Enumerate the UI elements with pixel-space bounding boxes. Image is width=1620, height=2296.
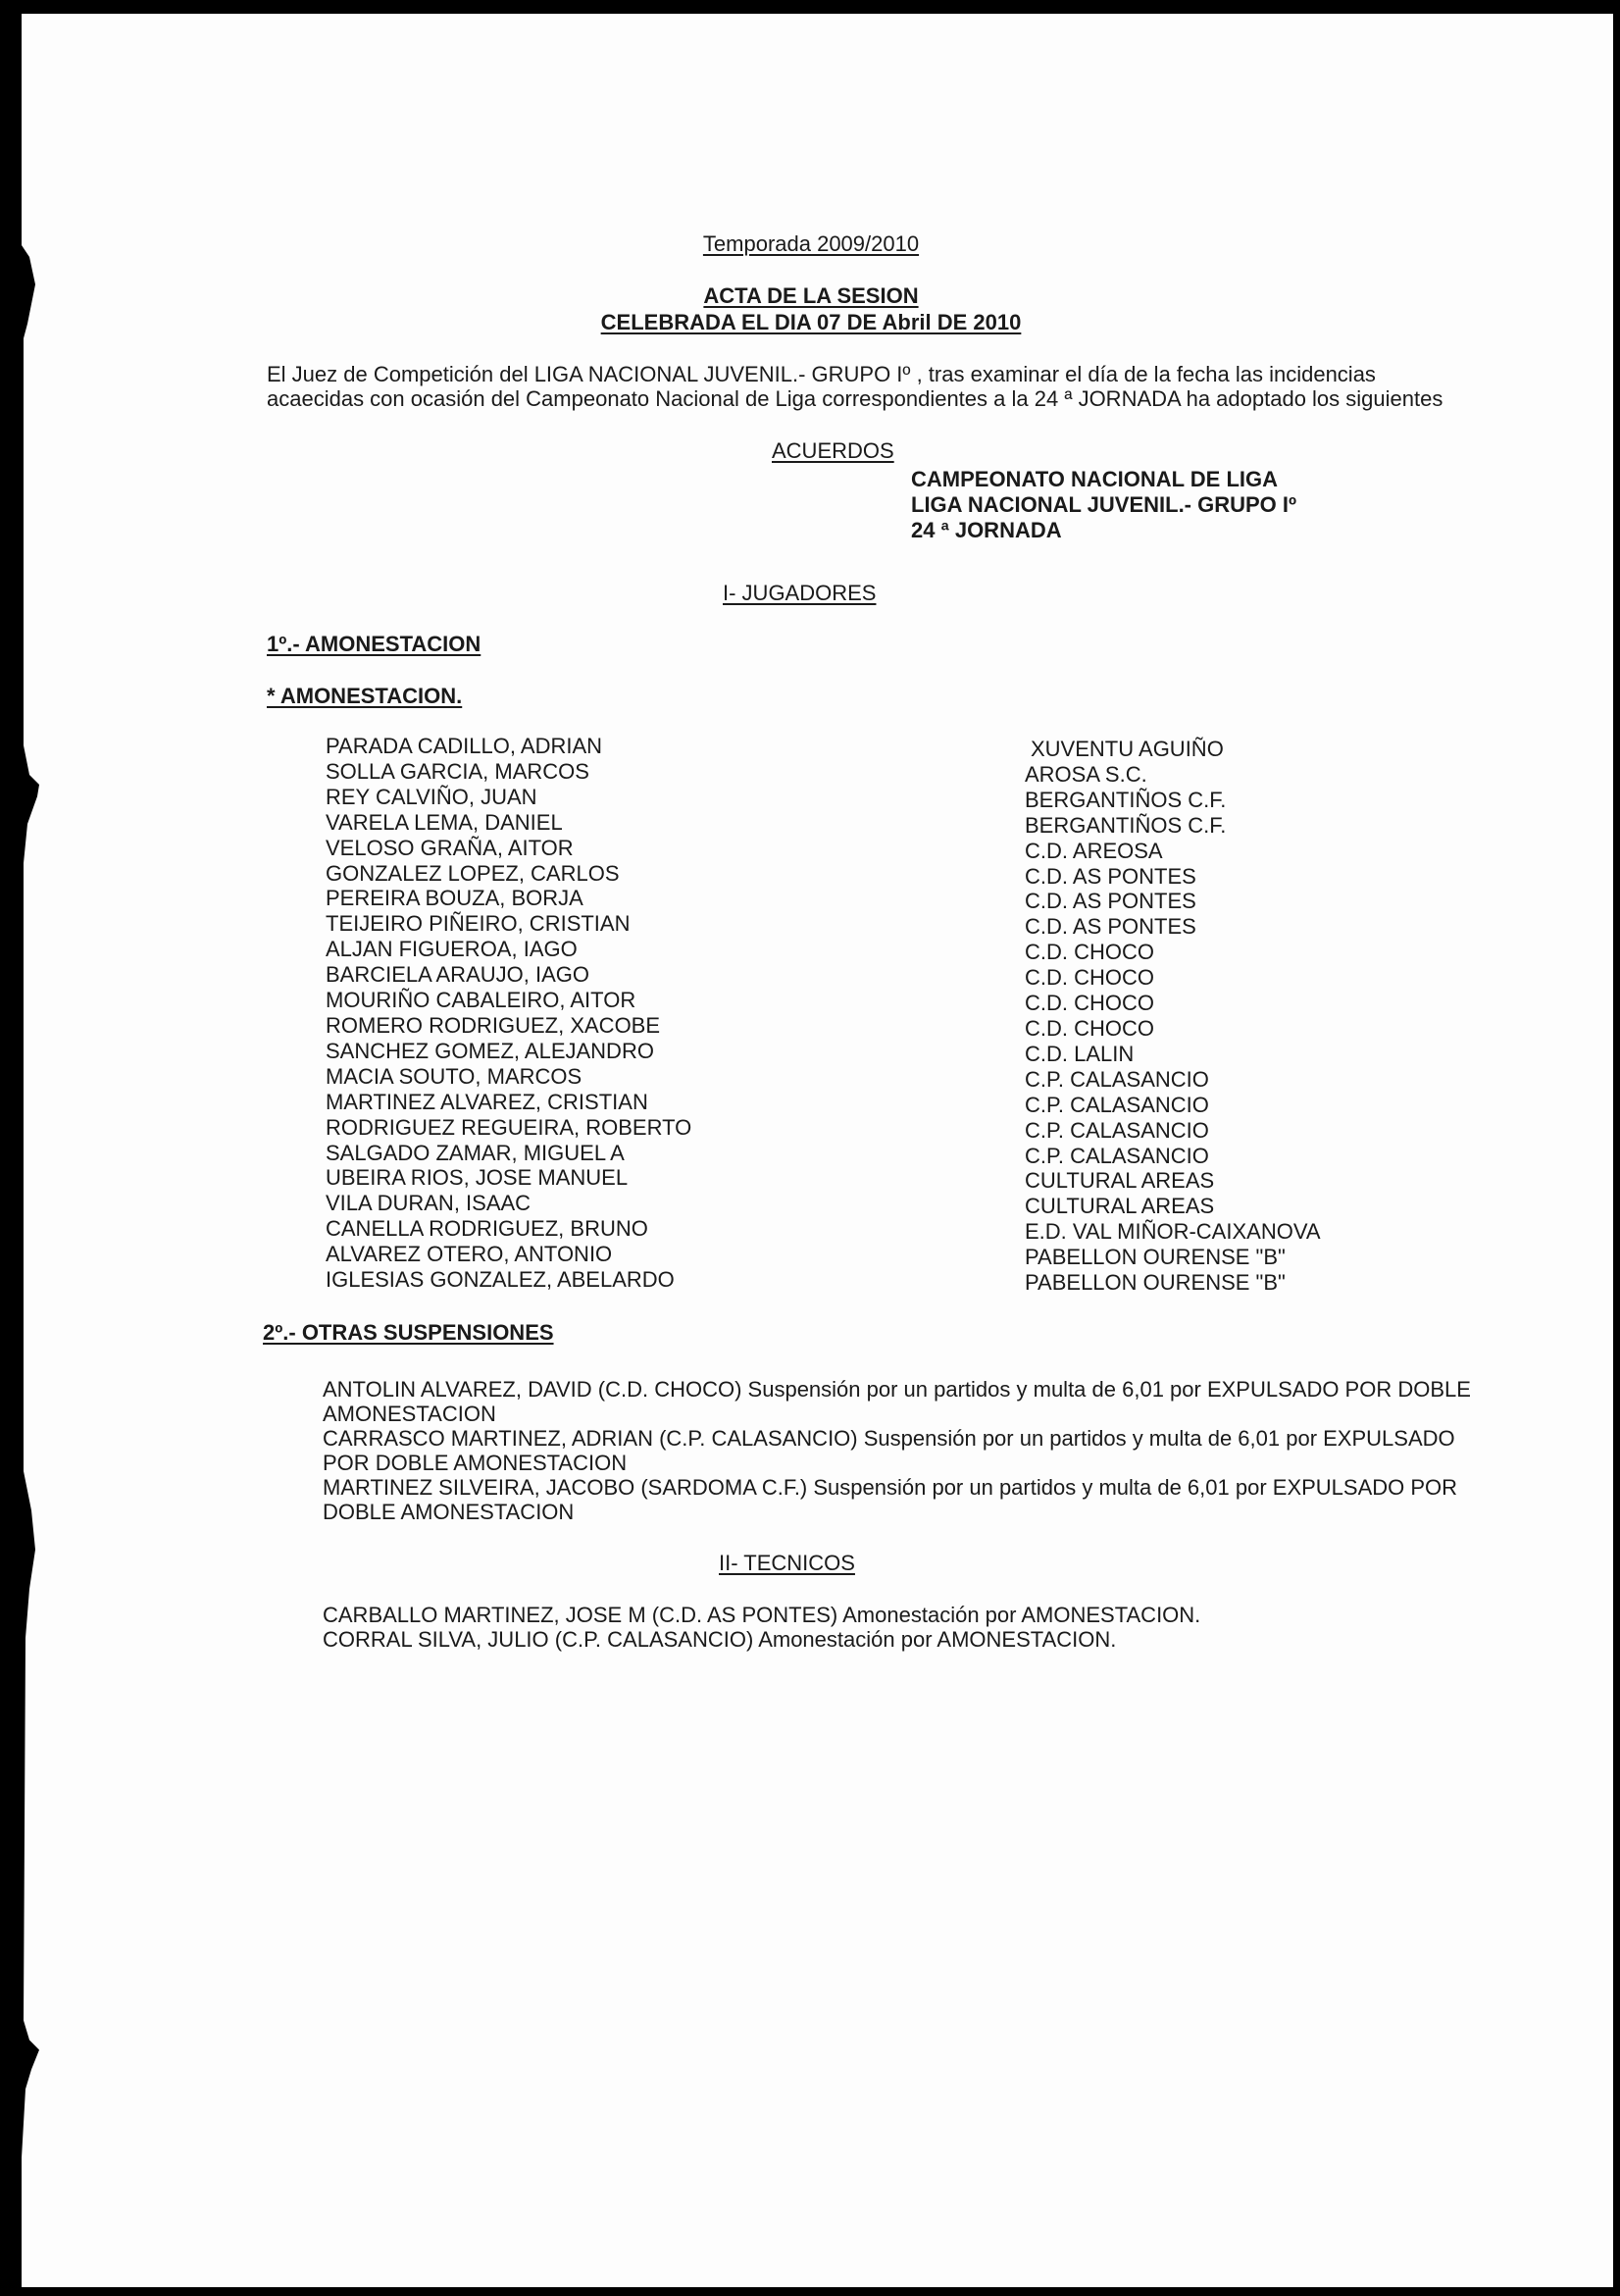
list-item: SANCHEZ GOMEZ, ALEJANDRO — [326, 1038, 654, 1063]
list-item: ALJAN FIGUEROA, IAGO — [326, 937, 578, 962]
list-item: PEREIRA BOUZA, BORJA — [326, 886, 583, 911]
torn-page-edge — [0, 0, 39, 2296]
league-group: LIGA NACIONAL JUVENIL.- GRUPO Iº — [911, 492, 1297, 517]
list-item: CULTURAL AREAS — [1025, 1194, 1215, 1219]
suspension-entry — [323, 1377, 1471, 1426]
list-item: C.D. CHOCO — [1025, 991, 1154, 1016]
tecnicos-list — [323, 1603, 1200, 1652]
suspension-entry — [323, 1426, 1455, 1475]
list-item: PABELLON OURENSE "B" — [1025, 1245, 1286, 1270]
club-list — [1025, 737, 1321, 1296]
list-item: C.D. CHOCO — [1025, 1015, 1154, 1041]
list-item: C.D. CHOCO — [1025, 965, 1154, 991]
section-jugadores-heading: I- JUGADORES — [723, 581, 877, 605]
list-item: C.P. CALASANCIO — [1025, 1092, 1209, 1117]
season-heading: Temporada 2009/2010 — [702, 231, 920, 256]
suspension-entry — [323, 1475, 1457, 1524]
list-item: PABELLON OURENSE "B" — [1025, 1270, 1286, 1296]
player-list — [326, 734, 691, 1293]
list-item: GONZALEZ LOPEZ, CARLOS — [326, 860, 620, 886]
list-item: C.P. CALASANCIO — [1025, 1143, 1209, 1168]
list-item: IGLESIAS GONZALEZ, ABELARDO — [326, 1267, 675, 1293]
list-item: BERGANTIÑOS C.F. — [1025, 787, 1227, 812]
list-item: C.D. AS PONTES — [1025, 914, 1196, 940]
list-item: E.D. VAL MIÑOR-CAIXANOVA — [1025, 1219, 1321, 1245]
championship-name: CAMPEONATO NACIONAL DE LIGA — [911, 467, 1279, 491]
list-item: C.P. CALASANCIO — [1025, 1066, 1209, 1092]
tecnico-entry: CARBALLO MARTINEZ, JOSE M (C.D. AS PONTES) Amonestación por AMONESTACION. — [323, 1603, 1201, 1627]
amonestacion-heading: 1º.- AMONESTACION — [267, 632, 481, 656]
suspension-line: POR DOBLE AMONESTACION — [323, 1451, 628, 1475]
list-item: XUVENTU AGUIÑO — [1031, 737, 1224, 761]
list-item: MOURIÑO CABALEIRO, AITOR — [326, 988, 636, 1013]
list-item: C.D. AREOSA — [1025, 838, 1163, 863]
list-item: C.D. LALIN — [1025, 1041, 1135, 1066]
suspension-line: DOBLE AMONESTACION — [323, 1500, 575, 1524]
list-item: CULTURAL AREAS — [1025, 1168, 1215, 1194]
suspension-line: MARTINEZ SILVEIRA, JACOBO (SARDOMA C.F.) Suspensión por un partidos y multa de 6,01 por EXPULSADO POR — [323, 1475, 1458, 1500]
matchday: 24 ª JORNADA — [911, 518, 1062, 542]
list-item: VILA DURAN, ISAAC — [326, 1191, 532, 1216]
list-item: BERGANTIÑOS C.F. — [1025, 812, 1227, 838]
list-item: BARCIELA ARAUJO, IAGO — [326, 962, 589, 988]
list-item: VARELA LEMA, DANIEL — [326, 809, 563, 835]
list-item: ALVAREZ OTERO, ANTONIO — [326, 1242, 613, 1267]
suspension-line: ANTOLIN ALVAREZ, DAVID (C.D. CHOCO) Suspensión por un partidos y multa de 6,01 por EXPULSADO POR DOBLE — [323, 1377, 1471, 1402]
session-date: CELEBRADA EL DIA 07 DE Abril DE 2010 — [600, 310, 1022, 334]
suspensiones-heading: 2º.- OTRAS SUSPENSIONES — [263, 1320, 554, 1345]
list-item: UBEIRA RIOS, JOSE MANUEL — [326, 1165, 629, 1191]
section-tecnicos-heading: II- TECNICOS — [719, 1551, 855, 1575]
suspension-line: AMONESTACION — [323, 1402, 496, 1426]
list-item: MARTINEZ ALVAREZ, CRISTIAN — [326, 1089, 648, 1114]
list-item: VELOSO GRAÑA, AITOR — [326, 835, 574, 860]
list-item: RODRIGUEZ REGUEIRA, ROBERTO — [326, 1114, 692, 1140]
list-item: REY CALVIÑO, JUAN — [326, 784, 537, 809]
acuerdos-heading: ACUERDOS — [772, 438, 894, 463]
list-item: TEIJEIRO PIÑEIRO, CRISTIAN — [326, 911, 631, 937]
list-item: C.P. CALASANCIO — [1025, 1117, 1209, 1143]
tecnico-entry: CORRAL SILVA, JULIO (C.P. CALASANCIO) Amonestación por AMONESTACION. — [323, 1627, 1117, 1652]
list-item: MACIA SOUTO, MARCOS — [326, 1063, 582, 1089]
list-item: C.D. AS PONTES — [1025, 863, 1196, 889]
intro-line-1: El Juez de Competición del LIGA NACIONAL JUVENIL.- GRUPO Iº , tras examinar el día de la fecha las incidencias — [267, 362, 1376, 386]
list-item: C.D. AS PONTES — [1025, 889, 1196, 914]
intro-line-2: acaecidas con ocasión del Campeonato Nacional de Liga correspondientes a la 24 ª JORNADA ha adoptado los siguientes — [267, 386, 1443, 411]
list-item: AROSA S.C. — [1025, 761, 1147, 787]
list-item: SOLLA GARCIA, MARCOS — [326, 758, 589, 784]
list-item: PARADA CADILLO, ADRIAN — [326, 734, 603, 758]
document-page — [22, 14, 1613, 2287]
suspension-line: CARRASCO MARTINEZ, ADRIAN (C.P. CALASANCIO) Suspensión por un partidos y multa de 6,01 por EXPULSADO — [323, 1426, 1455, 1451]
list-item: SALGADO ZAMAR, MIGUEL A — [326, 1140, 625, 1165]
list-item: C.D. CHOCO — [1025, 940, 1154, 965]
list-item: ROMERO RODRIGUEZ, XACOBE — [326, 1012, 661, 1038]
list-item: CANELLA RODRIGUEZ, BRUNO — [326, 1216, 648, 1242]
amonestacion-subheading: * AMONESTACION. — [267, 684, 463, 708]
session-title: ACTA DE LA SESION — [703, 283, 919, 308]
intro-paragraph — [267, 362, 1443, 411]
